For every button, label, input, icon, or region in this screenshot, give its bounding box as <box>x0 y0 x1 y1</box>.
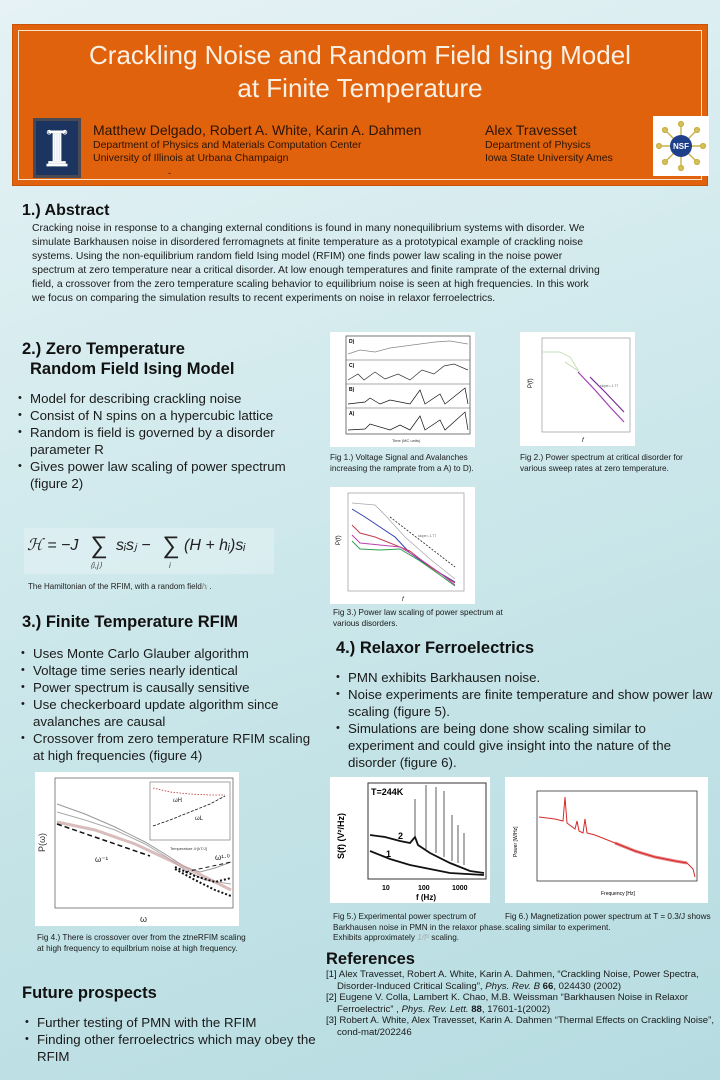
title-line-1: Crackling Noise and Random Field Ising Model <box>89 40 631 70</box>
abstract-body: Cracking noise in response to a changing external conditions is found in many nonequilibrium systems with disorder. We simulate Barkhausen noise in disordered ferromagnets at finite temperature as a prototypical example of crackling noise systems. Using the non-equilibrium random field Ising model (RFIM) one finds power law scaling in the noise power spectrum at zero temperature near a critical disorder. At low enough temperatures and finite ramprate of the external driving field, a crossover from the zero temperature scaling behavior to equilibrium noise is seen at high frequencies. In this work we focus on comparing the simulation results to recent experiments on noise in relaxor ferroelectrics. <box>32 223 600 305</box>
hamiltonian-equation <box>24 528 274 574</box>
department: Department of Physics <box>485 139 591 151</box>
caption-end: . <box>207 582 212 591</box>
nsf-logo <box>653 116 709 176</box>
bullet-item: • Random is field is governed by a disorder parameter R <box>17 424 312 458</box>
ref-suffix: , 17601-1(2002) <box>481 1003 551 1015</box>
figure-5-caption <box>333 912 513 944</box>
svg-text:S(f) (V²/Hz): S(f) (V²/Hz) <box>336 813 346 859</box>
title-line-2: at Finite Temperature <box>237 73 483 103</box>
authors-illinois <box>93 122 421 165</box>
svg-text:D): D) <box>349 339 355 345</box>
section4-bullets <box>335 669 715 771</box>
svg-text:10: 10 <box>382 885 390 892</box>
bullet-item: • Use checkerboard update algorithm since avalanches are causal <box>20 696 320 730</box>
university: Iowa State University Ames <box>485 152 613 164</box>
svg-text:1000: 1000 <box>452 885 468 892</box>
section2-heading <box>22 339 302 379</box>
ref-text: [1] Alex Travesset, Robert A. White, Karin A. Dahmen, “Crackling Noise, Power Spectra, Disorder-Induced Critical Scaling”, <box>326 969 699 992</box>
svg-text:T=244K: T=244K <box>371 787 404 797</box>
references-heading: References <box>326 950 415 968</box>
svg-text:(H + hᵢ)sᵢ: (H + hᵢ)sᵢ <box>184 537 246 554</box>
svg-text:∑: ∑ <box>90 532 108 559</box>
figure-4 <box>35 772 239 926</box>
poster-title <box>13 39 707 105</box>
department: Department of Physics and Materials Computation Center <box>93 139 362 151</box>
figure-2 <box>520 332 635 446</box>
svg-text:Temperature 4·[kT/J]: Temperature 4·[kT/J] <box>170 846 207 851</box>
svg-text:Power [W/Hz]: Power [W/Hz] <box>513 826 519 857</box>
bullet-item: • Simulations are being done show scaling similar to experiment and could give insight into the nature of the disorder (figure 6). <box>335 720 715 771</box>
svg-text:P(ω): P(ω) <box>37 832 47 852</box>
section3-bullets <box>20 645 320 764</box>
section3-heading: 3.) Finite Temperature RFIM <box>22 613 239 631</box>
hamiltonian-caption <box>28 582 212 591</box>
ref-volume: 66 <box>539 980 554 992</box>
caption-text: Fig 5.) Experimental power spectrum of Barkhausen noise in PMN in the relaxor phase. Exhibits approximately <box>333 912 505 942</box>
svg-text:ω: ω <box>140 914 148 924</box>
svg-text:f: f <box>582 438 584 444</box>
bullet-item: • Voltage time series nearly identical <box>20 662 320 679</box>
svg-text:A): A) <box>349 411 355 417</box>
university: University of Illinois at Urbana Champaign <box>93 152 289 164</box>
svg-text:⟨i,j⟩: ⟨i,j⟩ <box>90 561 103 570</box>
caption-text: The Hamiltonian of the RFIM, with a random field <box>28 582 202 591</box>
svg-text:Time (MC units): Time (MC units) <box>392 438 421 443</box>
heading-line-2: Random Field Ising Model <box>30 360 235 378</box>
svg-text:slope≈-1.77: slope≈-1.77 <box>600 384 619 388</box>
figure-3-caption: Fig 3.) Power law scaling of power spectrum at various disorders. <box>333 608 503 628</box>
author-names: Alex Travesset <box>485 122 577 138</box>
figure-4-caption: Fig 4.) There is crossover over from the ztneRFIM scaling at high frequency to equilbrium noise at high frequency. <box>37 933 246 953</box>
bullet-item: • Model for describing crackling noise <box>17 390 312 407</box>
heading-line-1: 2.) Zero Temperature <box>22 340 185 358</box>
svg-text:100: 100 <box>418 885 430 892</box>
bullet-item: • Power spectrum is causally sensitive <box>20 679 320 696</box>
svg-text:P(f): P(f) <box>336 535 342 545</box>
svg-text:ωH: ωH <box>173 798 183 804</box>
svg-text:Frequency [Hz]: Frequency [Hz] <box>601 891 635 897</box>
figure-6 <box>505 777 708 903</box>
svg-text:slope≈-1.77: slope≈-1.77 <box>418 534 437 538</box>
svg-text:B): B) <box>349 387 355 393</box>
svg-text:sᵢsⱼ −: sᵢsⱼ − <box>116 537 151 554</box>
svg-text:1: 1 <box>386 849 392 859</box>
authors-iowa <box>485 122 613 165</box>
figure-1 <box>330 332 475 447</box>
reference-item <box>326 992 716 1015</box>
svg-text:ω¹·⁰: ω¹·⁰ <box>215 853 230 862</box>
svg-text:C): C) <box>349 363 355 369</box>
ref-journal: Phys. Rev. Lett. <box>401 1003 469 1015</box>
svg-text:ωL: ωL <box>195 816 204 822</box>
bullet-item: • Consist of N spins on a hypercubic lattice <box>17 407 312 424</box>
section4-heading: 4.) Relaxor Ferroelectrics <box>336 639 535 657</box>
reference-item <box>326 969 716 992</box>
caption-end: scaling. <box>429 933 460 942</box>
header-banner <box>12 24 708 186</box>
caption-symbol: hᵢ <box>201 582 208 591</box>
reference-item <box>326 1015 716 1038</box>
bullet-item: • Noise experiments are finite temperature and show power law scaling (figure 5). <box>335 686 715 720</box>
bullet-item: • Uses Monte Carlo Glauber algorithm <box>20 645 320 662</box>
svg-text:ω⁻¹: ω⁻¹ <box>95 855 109 864</box>
figure-2-caption: Fig 2.) Power spectrum at critical disorder for various sweep rates at zero temperature. <box>520 453 683 473</box>
svg-text:P(f): P(f) <box>528 378 534 388</box>
references-list <box>326 969 716 1039</box>
figure-3 <box>330 487 475 604</box>
ref-text: [3] Robert A. White, Alex Travesset, Karin A. Dahmen “Thermal Effects on Crackling Noise”, cond-mat/202246 <box>326 1015 714 1038</box>
stray-mark: - <box>168 168 171 178</box>
figure-6-caption: Fig 6.) Magnetization power spectrum at T = 0.3/J shows scaling similar to experiment. <box>505 912 711 932</box>
future-bullets <box>24 1014 324 1065</box>
bullet-item: • PMN exhibits Barkhausen noise. <box>335 669 715 686</box>
bullet-item: • Crossover from zero temperature RFIM scaling at high frequencies (figure 4) <box>20 730 320 764</box>
caption-symbol: 1/f² <box>417 933 430 942</box>
svg-text:ℋ = −J: ℋ = −J <box>27 537 79 554</box>
nsf-globe-icon <box>653 116 709 176</box>
future-heading: Future prospects <box>22 984 157 1002</box>
svg-text:2: 2 <box>398 831 404 841</box>
svg-text:f (Hz): f (Hz) <box>416 893 436 902</box>
ref-volume: 88 <box>468 1003 482 1015</box>
author-names: Matthew Delgado, Robert A. White, Karin A. Dahmen <box>93 122 422 138</box>
svg-text:∑: ∑ <box>162 532 180 559</box>
abstract-heading: 1.) Abstract <box>22 202 110 219</box>
bullet-item: • Finding other ferroelectrics which may obey the RFIM <box>24 1031 324 1065</box>
ref-journal: Phys. Rev. B <box>485 980 540 992</box>
ref-suffix: , 024430 (2002) <box>553 980 622 992</box>
svg-text:f: f <box>402 597 404 603</box>
figure-1-caption: Fig 1.) Voltage Signal and Avalanches increasing the ramprate from a A) to D). <box>330 453 474 473</box>
illinois-column-icon <box>36 121 78 175</box>
ref-text: [2] Eugene V. Colla, Lambert K. Chao, M.B. Weissman “Barkhausen Noise in Relaxor Ferroelectric” , <box>326 992 689 1015</box>
bullet-item: • Further testing of PMN with the RFIM <box>24 1014 324 1031</box>
figure-5 <box>330 777 490 903</box>
section2-bullets <box>17 390 312 492</box>
svg-text:NSF: NSF <box>673 142 689 151</box>
svg-text:i: i <box>169 561 171 570</box>
university-of-illinois-logo <box>33 118 81 178</box>
bullet-item: • Gives power law scaling of power spectrum (figure 2) <box>17 458 312 492</box>
